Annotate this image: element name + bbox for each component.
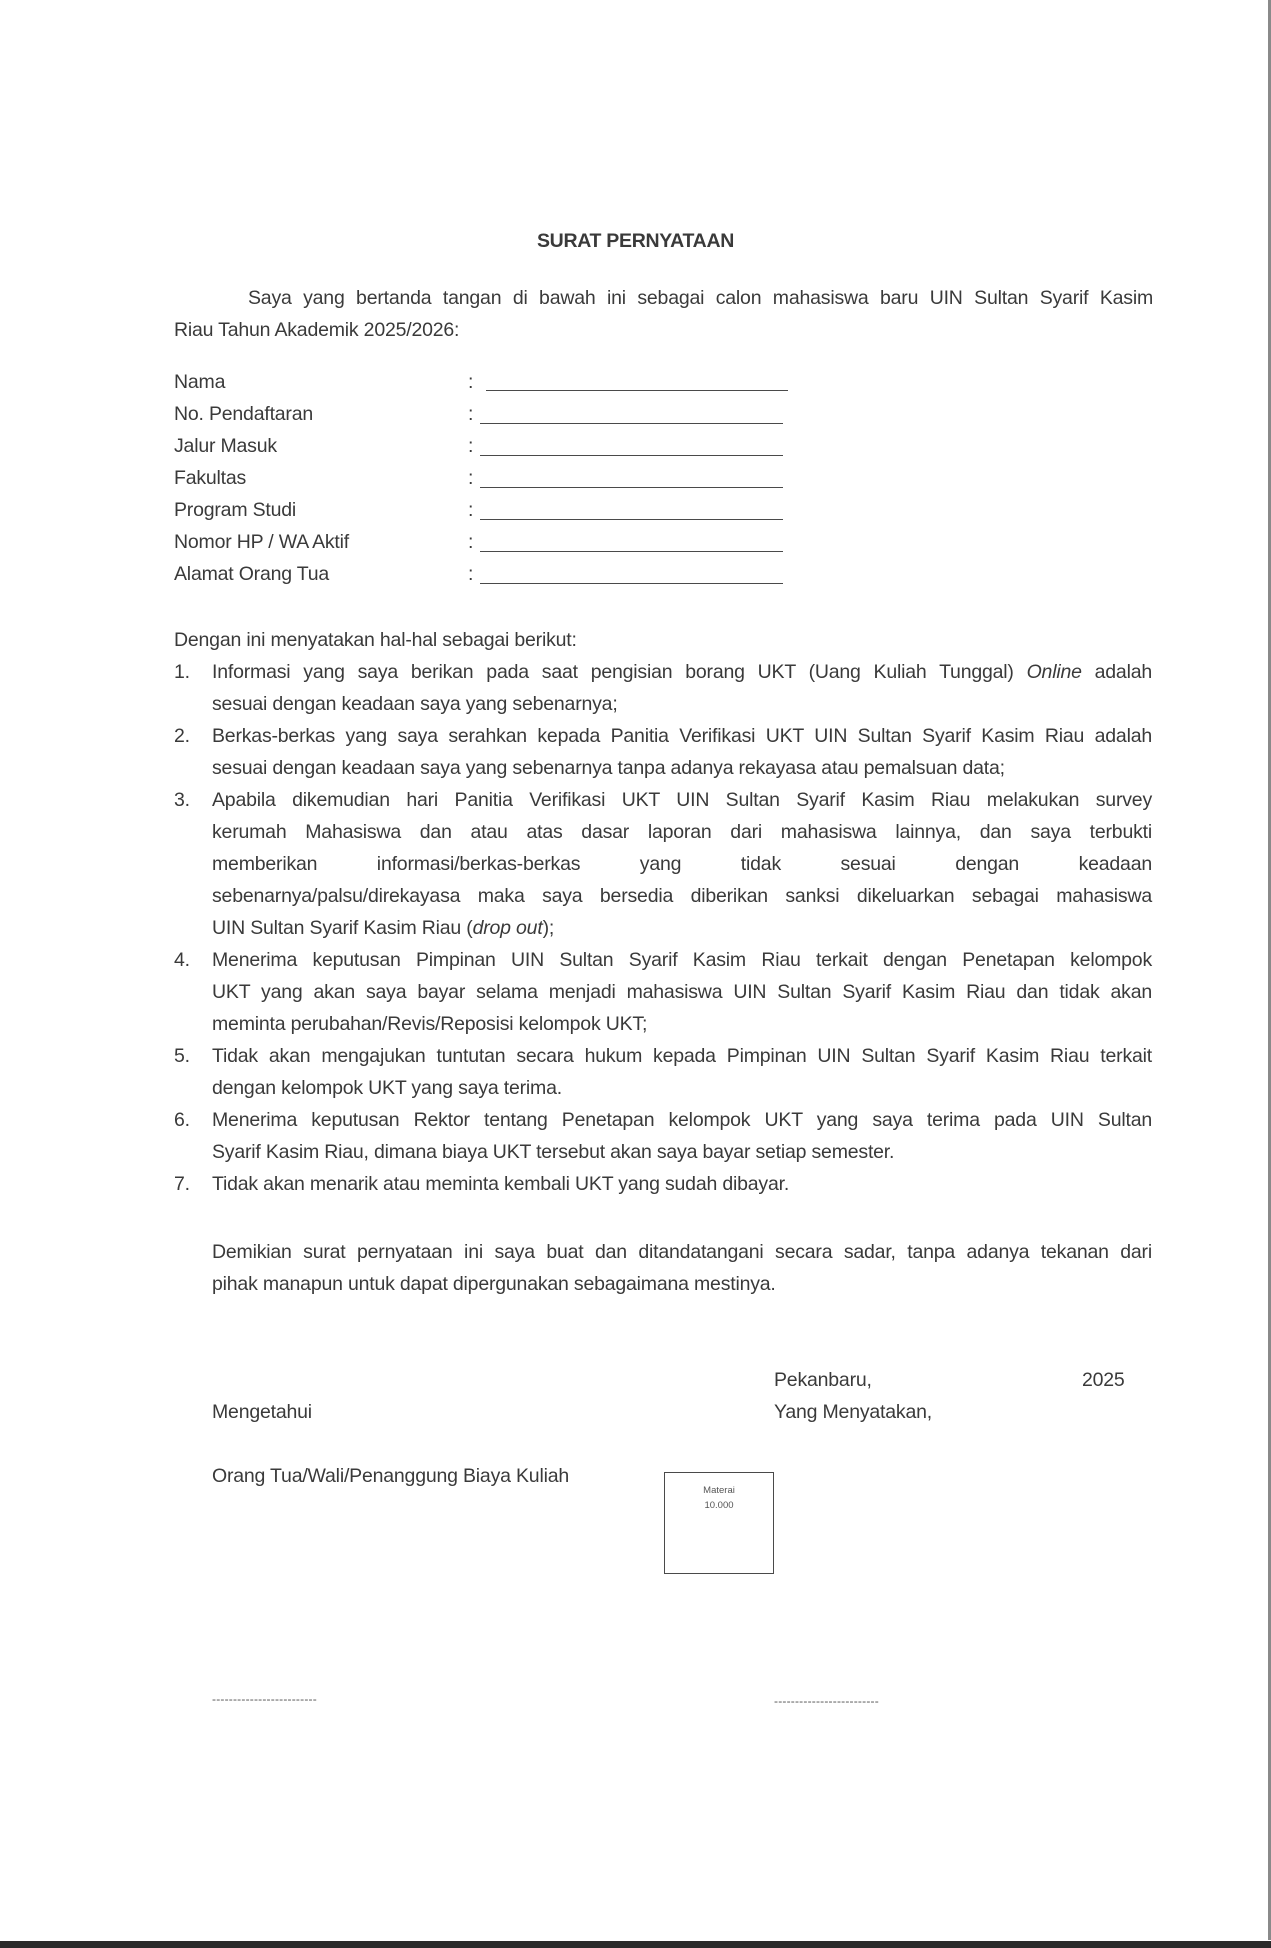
field-input-jalur-masuk[interactable] [480,455,783,456]
materai-stamp-box [664,1472,774,1574]
field-input-alamat-orang-tua[interactable] [480,583,783,584]
field-label-nomor-hp: Nomor HP / WA Aktif [174,531,349,553]
statement-line: Syarif Kasim Riau, dimana biaya UKT tersebut akan saya bayar setiap semester. [212,1141,895,1163]
closing-line-1: Demikian surat pernyataan ini saya buat dan ditandatangani secara sadar, tanpa adanya tekanan dari [212,1241,1152,1263]
field-colon: : [468,563,474,585]
statement-line: meminta perubahan/Revis/Reposisi kelompok UKT; [212,1013,648,1035]
field-colon: : [468,435,474,457]
statement-line: UKT yang akan saya bayar selama menjadi mahasiswa UIN Sultan Syarif Kasim Riau dan tidak akan [212,981,1152,1003]
field-colon: : [468,499,474,521]
statement-line: dengan kelompok UKT yang saya terima. [212,1077,562,1099]
statement-line: Berkas-berkas yang saya serahkan kepada Panitia Verifikasi UKT UIN Sultan Syarif Kasim Riau adalah [212,725,1152,747]
signature-year: 2025 [1082,1369,1125,1391]
statement-emphasis: Online [1026,661,1082,683]
statement-line: Menerima keputusan Rektor tentang Penetapan kelompok UKT yang saya terima pada UIN Sultan [212,1109,1152,1131]
left-signature-role: Orang Tua/Wali/Penanggung Biaya Kuliah [212,1465,569,1487]
field-input-nama[interactable] [486,390,788,391]
statement-line [212,656,1152,688]
field-label-program-studi: Program Studi [174,499,297,521]
intro-line-2: Riau Tahun Akademik 2025/2026: [174,319,460,341]
field-input-fakultas[interactable] [480,487,783,488]
statement-line: sesuai dengan keadaan saya yang sebenarnya tanpa adanya rekayasa atau pemalsuan data; [212,757,1005,779]
left-signature-heading: Mengetahui [212,1401,312,1423]
statement-line: memberikan informasi/berkas-berkas yang tidak sesuai dengan keadaan [212,853,1152,875]
statements-lead: Dengan ini menyatakan hal-hal sebagai berikut: [174,629,577,651]
field-colon: : [468,467,474,489]
right-signature-line[interactable]: ------------------------- [774,1694,879,1708]
statement-number: 4. [174,949,190,971]
statement-text: adalah [1081,661,1152,683]
statement-emphasis: drop out [472,917,543,939]
statement-text: UIN Sultan Syarif Kasim Riau ( [212,917,473,939]
statement-number: 5. [174,1045,190,1067]
field-colon: : [468,531,474,553]
right-signature-heading: Yang Menyatakan, [774,1401,932,1423]
page-bottom-edge [0,1941,1271,1948]
statement-number: 7. [174,1173,190,1195]
field-label-no-pendaftaran: No. Pendaftaran [174,403,314,425]
field-input-nomor-hp[interactable] [480,551,783,552]
statement-line: Tidak akan menarik atau meminta kembali UKT yang sudah dibayar. [212,1173,790,1195]
document-title: SURAT PERNYATAAN [536,230,735,252]
left-signature-line[interactable]: ------------------------- [212,1692,317,1706]
field-colon: : [468,403,474,425]
field-label-alamat-orang-tua: Alamat Orang Tua [174,563,330,585]
field-label-fakultas: Fakultas [174,467,247,489]
signature-place: Pekanbaru, [774,1369,872,1391]
stamp-label: Materai [703,1485,735,1496]
statement-line: Tidak akan mengajukan tuntutan secara hukum kepada Pimpinan UIN Sultan Syarif Kasim Riau terkait [212,1045,1152,1067]
statement-number: 3. [174,789,190,811]
statement-line: sebenarnya/palsu/direkayasa maka saya bersedia diberikan sanksi dikeluarkan sebagai mahasiswa [212,885,1152,907]
statement-text: ); [542,917,555,939]
statement-line: kerumah Mahasiswa dan atau atas dasar laporan dari mahasiswa lainnya, dan saya terbukti [212,821,1152,843]
statement-line: sesuai dengan keadaan saya yang sebenarnya; [212,693,618,715]
statement-number: 2. [174,725,190,747]
field-label-nama: Nama [174,371,226,393]
statement-line: Apabila dikemudian hari Panitia Verifikasi UKT UIN Sultan Syarif Kasim Riau melakukan survey [212,789,1152,811]
statement-text: Informasi yang saya berikan pada saat pengisian borang UKT (Uang Kuliah Tunggal) [212,661,1027,683]
field-label-jalur-masuk: Jalur Masuk [174,435,277,457]
statement-number: 6. [174,1109,190,1131]
statement-line: Menerima keputusan Pimpinan UIN Sultan Syarif Kasim Riau terkait dengan Penetapan kelompok [212,949,1152,971]
closing-line-2: pihak manapun untuk dapat dipergunakan sebagaimana mestinya. [212,1273,776,1295]
intro-line-1: Saya yang bertanda tangan di bawah ini sebagai calon mahasiswa baru UIN Sultan Syarif Kasim [248,287,1153,309]
field-input-program-studi[interactable] [480,519,783,520]
stamp-value: 10.000 [704,1500,734,1511]
field-input-no-pendaftaran[interactable] [480,423,783,424]
statement-number: 1. [174,661,190,683]
field-colon: : [468,371,474,393]
statement-line [212,912,1152,944]
